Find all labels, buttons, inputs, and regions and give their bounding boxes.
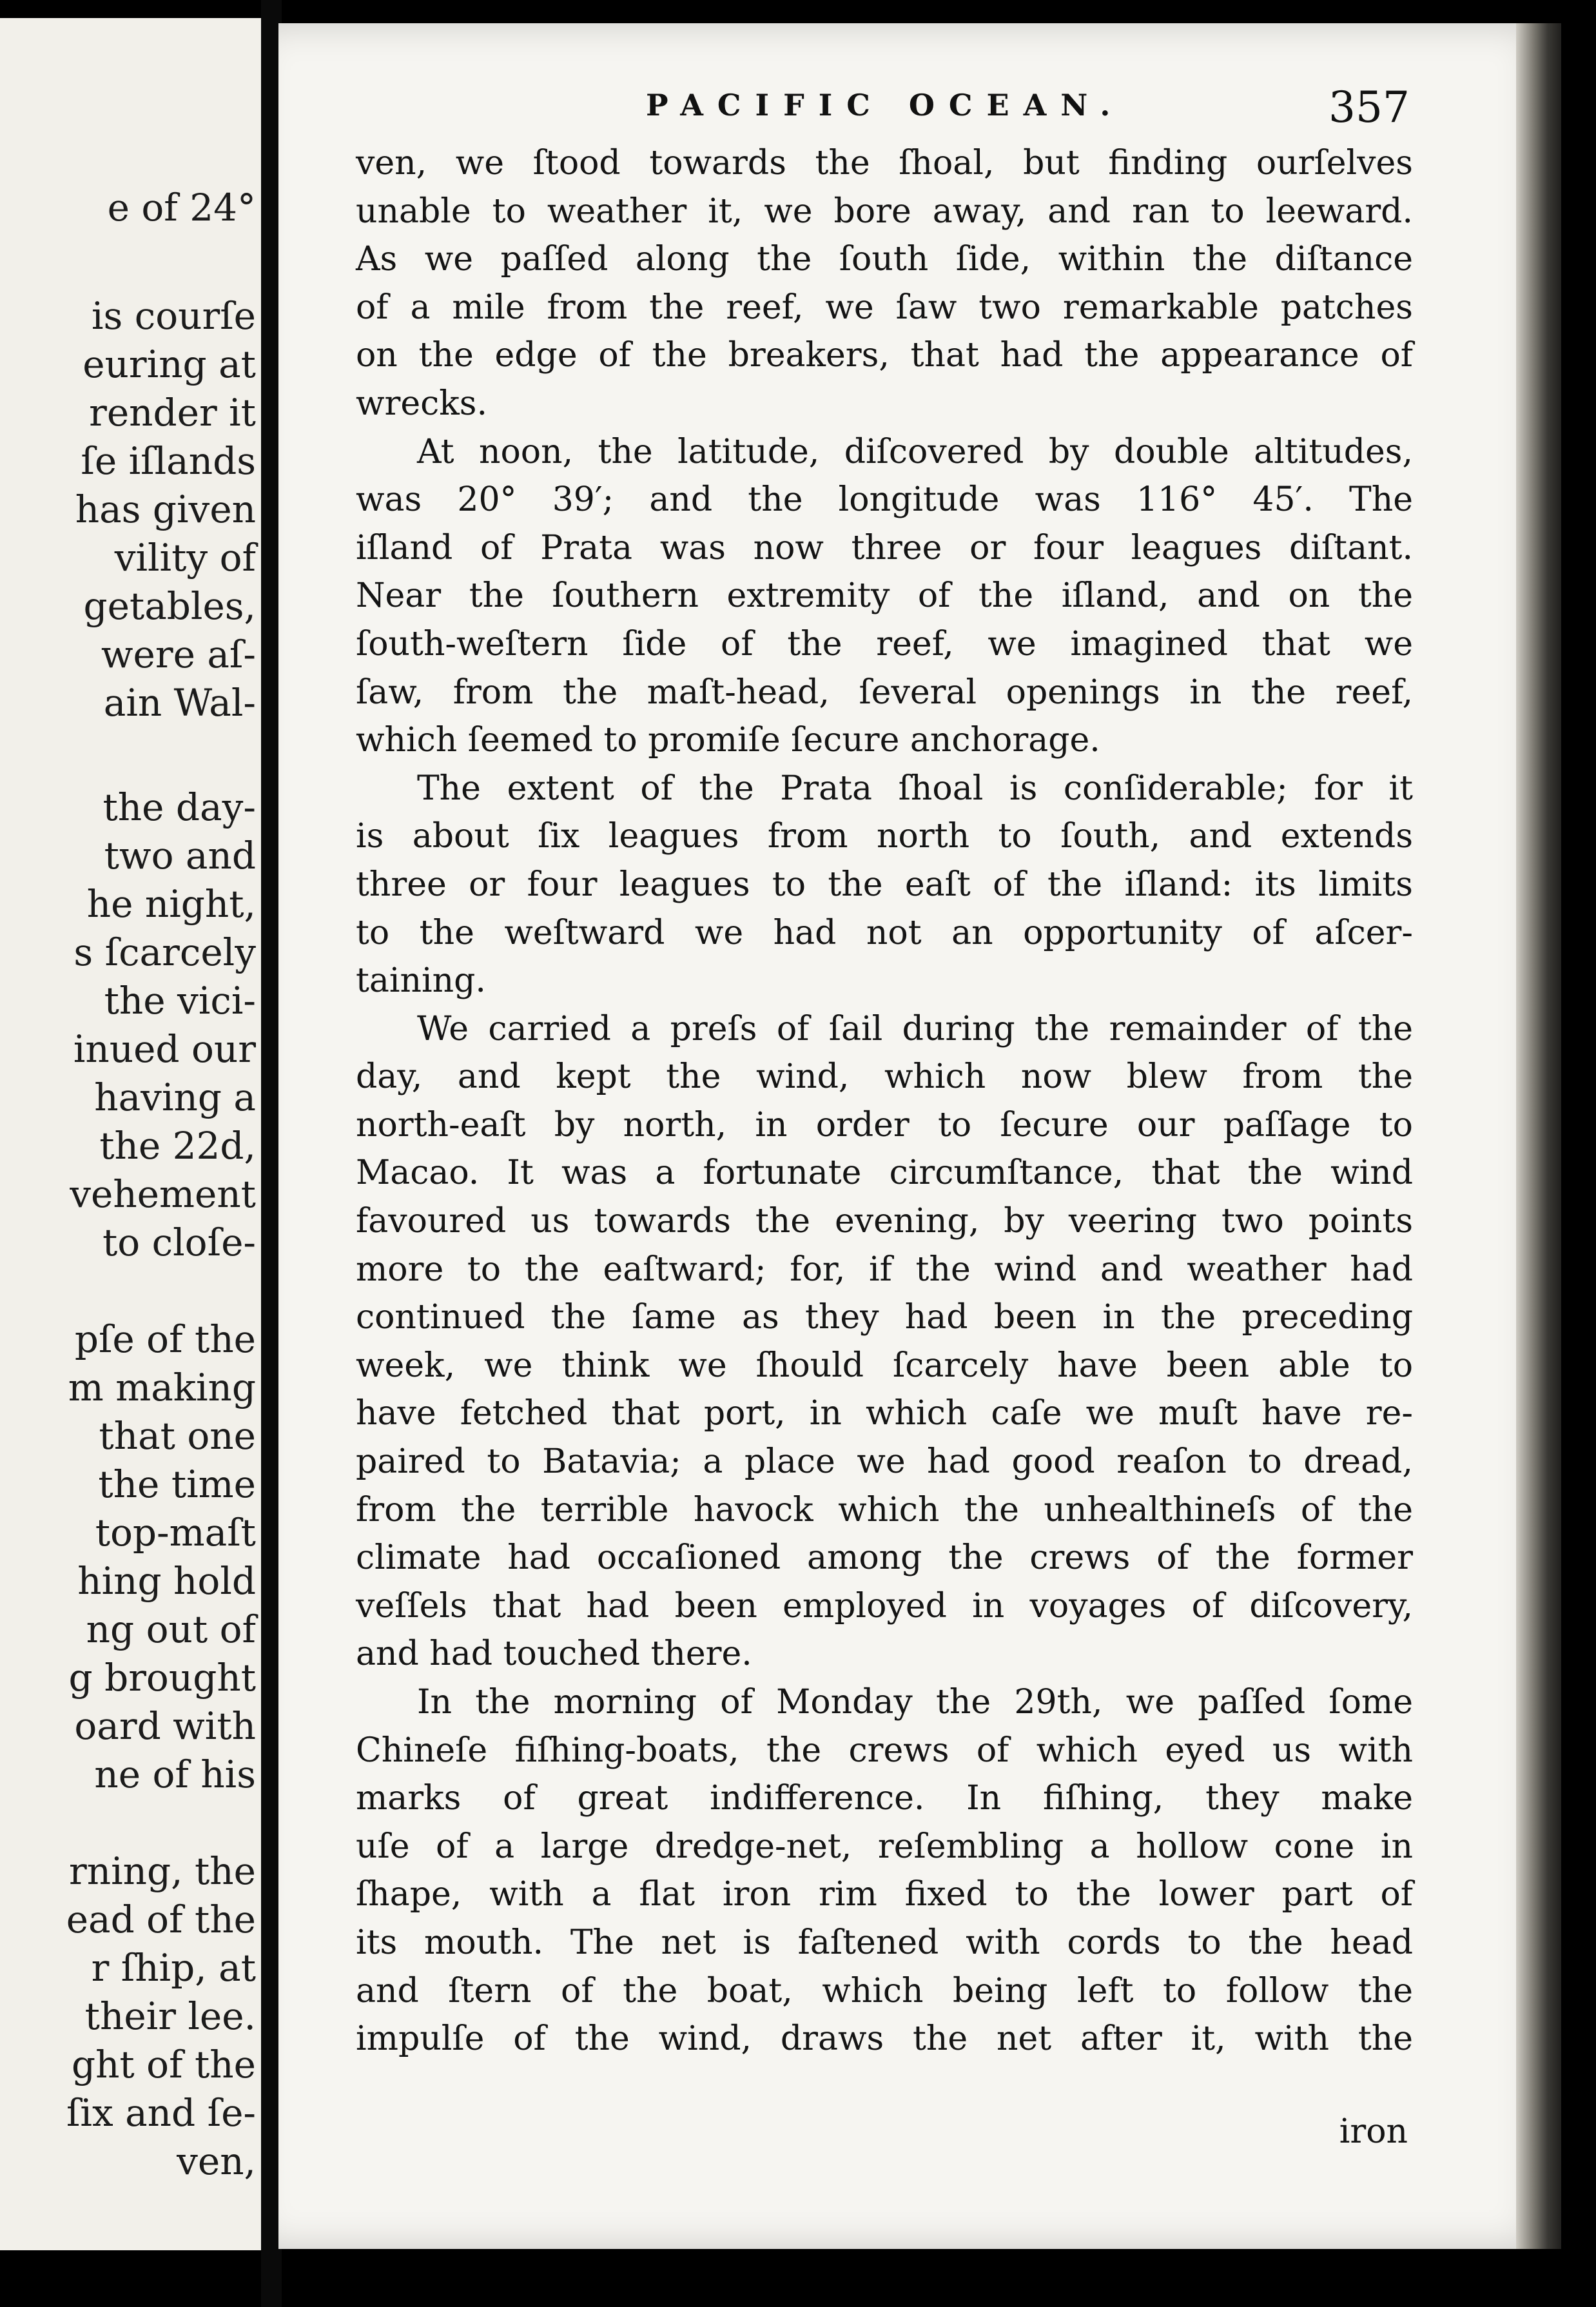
text-line: ſaw, from the maſt-head, ſeveral openings in the reef,	[356, 672, 1413, 712]
text-line: its mouth. The net is faſtened with cords to the head	[356, 1923, 1413, 1962]
text-line: ſhape, with a flat iron rim fixed to the lower part of	[356, 1875, 1413, 1914]
page-edge-shadow	[1516, 23, 1561, 2249]
text-line: north-eaſt by north, in order to ſecure our paſſage to	[356, 1105, 1413, 1144]
text-line: to the weſtward we had not an opportunity of aſcer-	[356, 913, 1413, 952]
text-line: iſland of Prata was now three or four leagues diſtant.	[356, 528, 1413, 567]
left-page-line: hing hold	[77, 1559, 256, 1603]
text-line: wrecks.	[356, 384, 487, 423]
left-page-line: were aſ-	[101, 633, 256, 676]
text-line: day, and kept the wind, which now blew from the	[356, 1057, 1413, 1097]
text-line: veſſels that had been employed in voyages of diſcovery,	[356, 1586, 1413, 1625]
left-page-line: the day-	[102, 785, 256, 829]
left-page-line: ead of the	[66, 1898, 256, 1941]
left-page-line: ain Wal-	[103, 681, 256, 725]
text-line: paired to Batavia; a place we had good reaſon to dread,	[356, 1442, 1413, 1482]
catchword: iron	[1339, 2112, 1408, 2151]
left-page-line: ven,	[177, 2139, 256, 2183]
left-page-line: vehement	[70, 1172, 256, 1216]
text-line: on the edge of the breakers, that had the appearance of	[356, 336, 1413, 375]
left-facing-page	[0, 18, 265, 2250]
text-line: uſe of a large dredge-net, reſembling a hollow cone in	[356, 1827, 1413, 1866]
text-line: As we paſſed along the ſouth ſide, within the diſtance	[356, 240, 1413, 279]
text-line: more to the eaſtward; for, if the wind and weather had	[356, 1250, 1413, 1289]
left-page-line: the 22d,	[99, 1124, 256, 1168]
left-page-line: that one	[99, 1414, 256, 1458]
left-page-line: is courſe	[91, 294, 256, 338]
text-line: Near the ſouthern extremity of the iſland, and on the	[356, 576, 1413, 616]
left-page-line: has given	[75, 487, 256, 531]
left-page-line: two and	[104, 834, 256, 878]
left-page-line: m making	[68, 1366, 256, 1409]
text-line: of a mile from the reef, we ſaw two remarkable patches	[356, 288, 1413, 327]
text-line: ſouth-weſtern ſide of the reef, we imagined that we	[356, 624, 1413, 663]
body-text	[356, 139, 1413, 2063]
right-page	[278, 23, 1561, 2249]
left-page-line: oard with	[74, 1704, 256, 1748]
text-line: marks of great indifference. In fiſhing, they make	[356, 1779, 1413, 1818]
left-page-line: g brought	[68, 1656, 256, 1700]
text-line: unable to weather it, we bore away, and ran to leeward.	[356, 191, 1413, 231]
left-page-line: top-maſt	[95, 1511, 256, 1555]
text-line: have fetched that port, in which caſe we muſt have re-	[356, 1394, 1413, 1433]
left-page-line: r ſhip, at	[91, 1946, 256, 1990]
text-line: taining.	[356, 961, 486, 1001]
left-page-line: their lee.	[84, 1994, 256, 2038]
left-page-line: getables,	[83, 584, 256, 628]
text-line: impulſe of the wind, draws the net after it, with the	[356, 2019, 1413, 2059]
text-line: We carried a preſs of ſail during the remainder of the	[417, 1009, 1413, 1048]
text-line: week, we think we ſhould ſcarcely have been able to	[356, 1346, 1413, 1385]
left-page-line: ſix and ſe-	[66, 2091, 256, 2135]
text-line: ven, we ſtood towards the ſhoal, but finding ourſelves	[356, 144, 1413, 182]
left-page-line: render it	[89, 391, 256, 435]
text-line: Chineſe fiſhing-boats, the crews of which eyed us with	[356, 1731, 1413, 1770]
text-line: and ſtern of the boat, which being left to follow the	[356, 1971, 1413, 2010]
left-page-line: the time	[98, 1462, 256, 1506]
left-page-line: vility of	[114, 536, 256, 580]
left-page-line: the vici-	[104, 979, 256, 1023]
text-line: favoured us towards the evening, by veering two points	[356, 1202, 1413, 1241]
text-line: continued the ſame as they had been in the preceding	[356, 1298, 1413, 1337]
left-page-line: he night,	[86, 882, 256, 926]
left-page-line: rning, the	[69, 1849, 256, 1893]
left-page-line: s ſcarcely	[73, 930, 256, 974]
left-page-line: ng out of	[86, 1607, 256, 1651]
text-line: In the morning of Monday the 29th, we paſſed ſome	[417, 1683, 1413, 1722]
left-page-line: inued our	[73, 1027, 256, 1071]
text-line: climate had occaſioned among the crews of the former	[356, 1538, 1413, 1578]
text-line: and had touched there.	[356, 1635, 752, 1674]
left-page-line: euring at	[83, 342, 256, 386]
left-page-line: ght of the	[71, 2043, 256, 2086]
text-line: from the terrible havock which the unhealthineſs of the	[356, 1490, 1413, 1529]
text-line: is about ſix leagues from north to ſouth, and extends	[356, 817, 1413, 856]
page-number: 357	[1328, 83, 1410, 132]
text-line: Macao. It was a fortunate circumſtance, that the wind	[356, 1154, 1413, 1193]
text-line: three or four leagues to the eaſt of the iſland: its limits	[356, 865, 1413, 904]
left-page-line: pſe of the	[74, 1317, 256, 1361]
left-page-line: ne of his	[94, 1752, 256, 1796]
running-head: PACIFIC OCEAN.	[646, 88, 1125, 123]
left-page-line: ſe iſlands	[81, 439, 256, 483]
text-line: which ſeemed to promiſe ſecure anchorage.	[356, 721, 1100, 760]
left-page-line: having a	[94, 1075, 256, 1119]
left-page-line: to cloſe-	[102, 1221, 256, 1264]
text-line: The extent of the Prata ſhoal is conſiderable; for it	[417, 769, 1413, 808]
text-line: was 20° 39′; and the longitude was 116° 45′. The	[356, 480, 1413, 520]
left-page-line: e of 24°	[107, 186, 256, 230]
text-line: At noon, the latitude, diſcovered by double altitudes,	[417, 432, 1413, 471]
